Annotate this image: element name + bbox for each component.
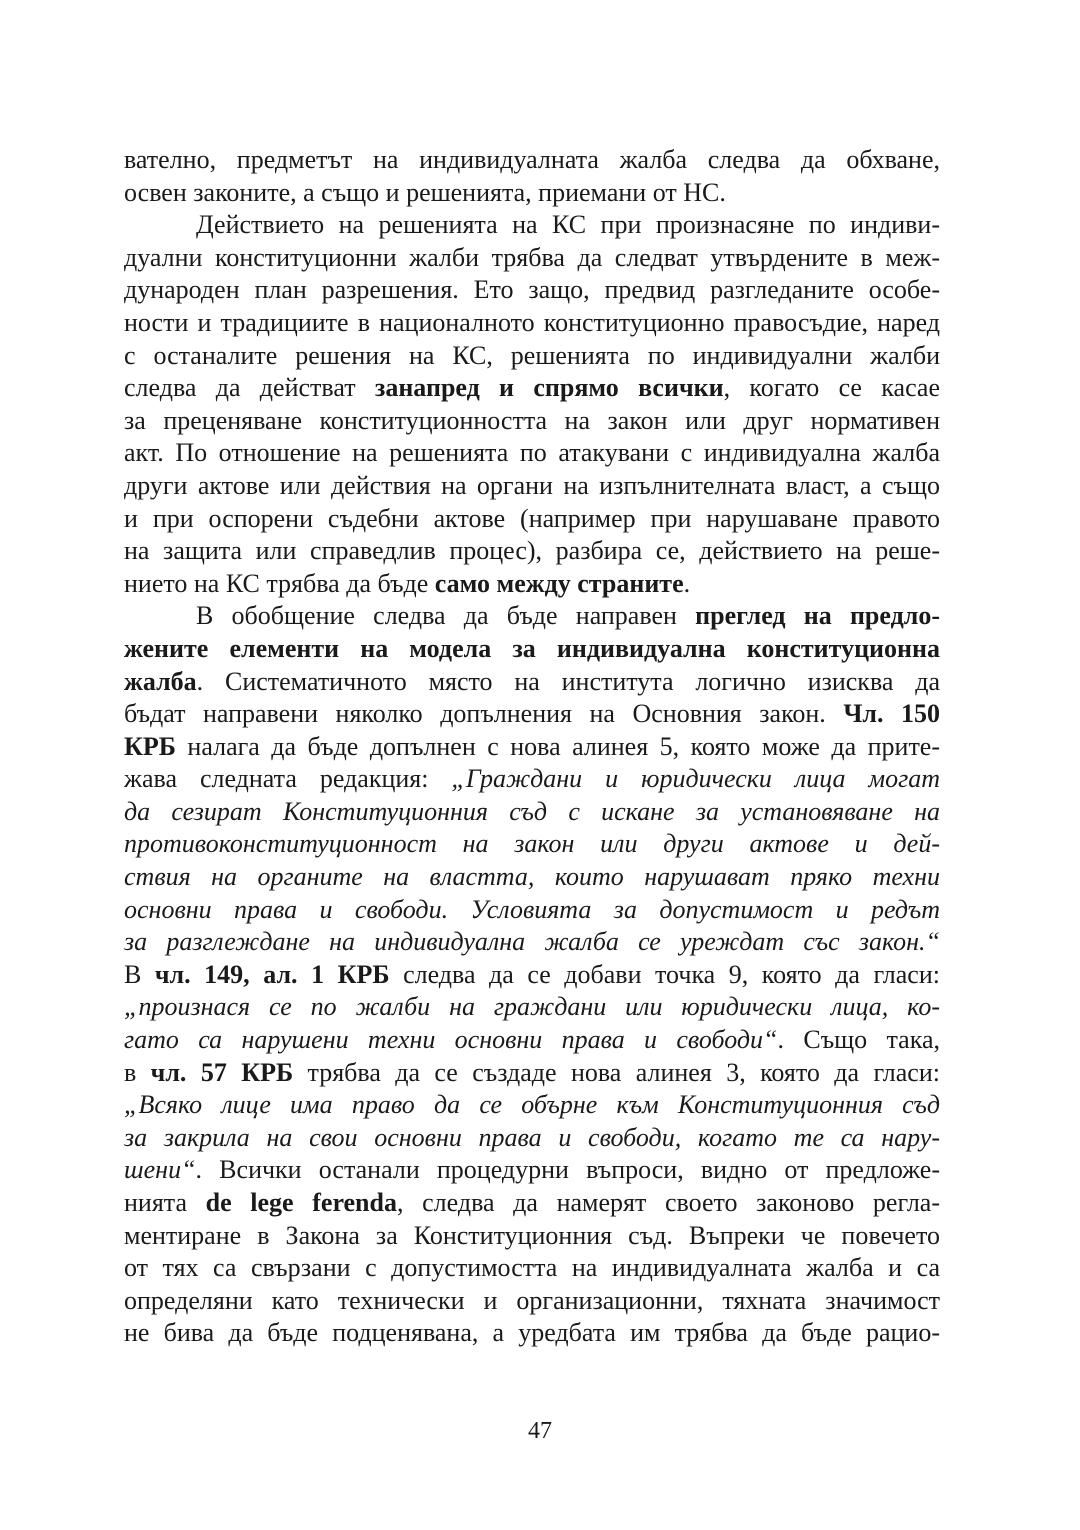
- text-run: ности и традициите в националното конституционно правосъдие, наред: [124, 307, 940, 337]
- text-line: [124, 242, 940, 275]
- text-run: за преценяване конституционността на закон или друг нормативен: [124, 405, 940, 435]
- text-run: на защита или справедлив процес), разбира се, действието на реше-: [124, 536, 940, 566]
- text-run: следва да действат: [124, 373, 375, 403]
- text-line: [124, 861, 940, 894]
- text-line: [124, 1317, 940, 1350]
- text-line: [124, 535, 940, 568]
- text-line: [124, 926, 940, 959]
- italic-text: „Всяко лице има право да се обърне към Конституционния съд: [124, 1090, 940, 1120]
- italic-text: ствия на органите на властта, които нарушават пряко техни: [124, 862, 940, 892]
- italic-text: „произнася се по жалби на граждани или юридически лица, ко-: [124, 992, 940, 1022]
- text-line: [124, 763, 940, 796]
- bold-text: жалба: [124, 666, 197, 696]
- bold-text: преглед на предло-: [695, 601, 940, 631]
- bold-text: занапред и спрямо всички: [374, 373, 724, 403]
- text-line: [124, 503, 940, 536]
- text-line: [124, 568, 940, 601]
- italic-text: за разглеждане на индивидуална жалба се уреждат със закон.“: [124, 927, 940, 957]
- text-line: [124, 437, 940, 470]
- text-line: [124, 1252, 940, 1285]
- text-line: [124, 1122, 940, 1155]
- text-line: [124, 372, 940, 405]
- text-run: акт. По отношение на решенията по атакувани с индивидуална жалба: [124, 438, 940, 468]
- text-line: [124, 991, 940, 1024]
- italic-text: шени“: [124, 1155, 196, 1185]
- bold-text: жените елементи на модела за индивидуална конституционна: [124, 633, 940, 663]
- text-run: от тях са свързани с допустимостта на индивидуалната жалба и са: [124, 1253, 940, 1283]
- text-line: [124, 698, 940, 731]
- text-run: . Също така,: [777, 1025, 940, 1055]
- text-run: .: [683, 568, 691, 598]
- text-run: ментиране в Закона за Конституционния съд. Въпреки че повечето: [124, 1220, 940, 1250]
- text-run: освен законите, а също и решенията, приемани от НС.: [124, 177, 726, 207]
- text-line: [124, 828, 940, 861]
- page-number: 47: [528, 1418, 552, 1444]
- text-line: [124, 666, 940, 699]
- text-run: дуални конституционни жалби трябва да следват утвърдените в меж-: [124, 242, 940, 272]
- text-line: [124, 307, 940, 340]
- text-line: [124, 1089, 940, 1122]
- text-line: [124, 633, 940, 666]
- bold-text: КРБ: [124, 731, 176, 761]
- text-run: определяни като технически и организационни, тяхната значимост: [124, 1285, 940, 1315]
- bold-text: само между страните: [434, 568, 684, 598]
- text-line: [124, 144, 940, 177]
- text-run: Действието на решенията на КС при произнасяне по индиви-: [196, 210, 940, 240]
- italic-text: противоконституционност на закон или други актове и дей-: [124, 829, 940, 859]
- text-line: [124, 1187, 940, 1220]
- italic-text: за закрила на свои основни права и свободи, когато те са нару-: [124, 1122, 940, 1152]
- text-run: В обобщение следва да бъде направен: [196, 601, 696, 631]
- text-run: в: [124, 1057, 151, 1087]
- body-text: [124, 144, 940, 1350]
- text-line: [124, 340, 940, 373]
- italic-text: гато са нарушени техни основни права и свободи“: [124, 1025, 778, 1055]
- text-line: [124, 796, 940, 829]
- bold-text: Чл. 150: [843, 699, 940, 729]
- text-line: [124, 1024, 940, 1057]
- text-line: [124, 1285, 940, 1318]
- text-run: следва да се добави точка 9, която да гласи:: [389, 959, 940, 989]
- text-line: [124, 274, 940, 307]
- text-run: жава следната редакция:: [124, 764, 452, 794]
- text-run: други актове или действия на органи на изпълнителната власт, а също: [124, 470, 940, 500]
- text-run: , следва да намерят своето законово регла-: [396, 1188, 940, 1217]
- text-line: [124, 894, 940, 927]
- text-line: [124, 1154, 940, 1187]
- text-run: с останалите решения на КС, решенията по индивидуални жалби: [124, 340, 940, 370]
- text-line: [124, 177, 940, 210]
- text-run: нията: [124, 1188, 206, 1217]
- text-run: . Систематичното място на института логично изисква да: [196, 666, 940, 696]
- text-run: , когато се касае: [723, 373, 941, 403]
- text-line: [124, 405, 940, 438]
- text-line: [124, 731, 940, 764]
- bold-text: чл. 57 КРБ: [150, 1057, 294, 1087]
- text-run: трябва да се създаде нова алинея 3, която да гласи:: [293, 1057, 940, 1087]
- text-line: [124, 600, 940, 633]
- text-run: бъдат направени няколко допълнения на Основния закон.: [124, 699, 844, 729]
- text-run: вателно, предметът на индивидуалната жалба следва да обхване,: [124, 145, 940, 174]
- bold-text: чл. 149, ал. 1 КРБ: [154, 959, 390, 989]
- text-line: [124, 1220, 940, 1253]
- italic-text: „Граждани и юридически лица могат: [451, 764, 940, 794]
- text-run: налага да бъде допълнен с нова алинея 5, която може да прите-: [175, 731, 940, 761]
- text-line: [124, 209, 940, 242]
- text-run: нието на КС трябва да бъде: [124, 568, 435, 598]
- text-line: [124, 470, 940, 503]
- italic-text: да сезират Конституционния съд с искане за установяване на: [124, 796, 940, 826]
- text-run: дународен план разрешения. Ето защо, предвид разгледаните особе-: [124, 275, 940, 305]
- italic-text: основни права и свободи. Условията за допустимост и редът: [124, 894, 940, 924]
- text-run: . Всички останали процедурни въпроси, видно от предложе-: [195, 1155, 940, 1185]
- bold-text: de lege ferenda: [205, 1188, 397, 1217]
- text-run: и при оспорени съдебни актове (например при нарушаване правото: [124, 503, 940, 533]
- text-run: не бива да бъде подценявана, а уредбата им трябва да бъде рацио-: [124, 1318, 940, 1348]
- text-run: В: [124, 959, 155, 989]
- text-line: [124, 959, 940, 992]
- text-line: [124, 1057, 940, 1090]
